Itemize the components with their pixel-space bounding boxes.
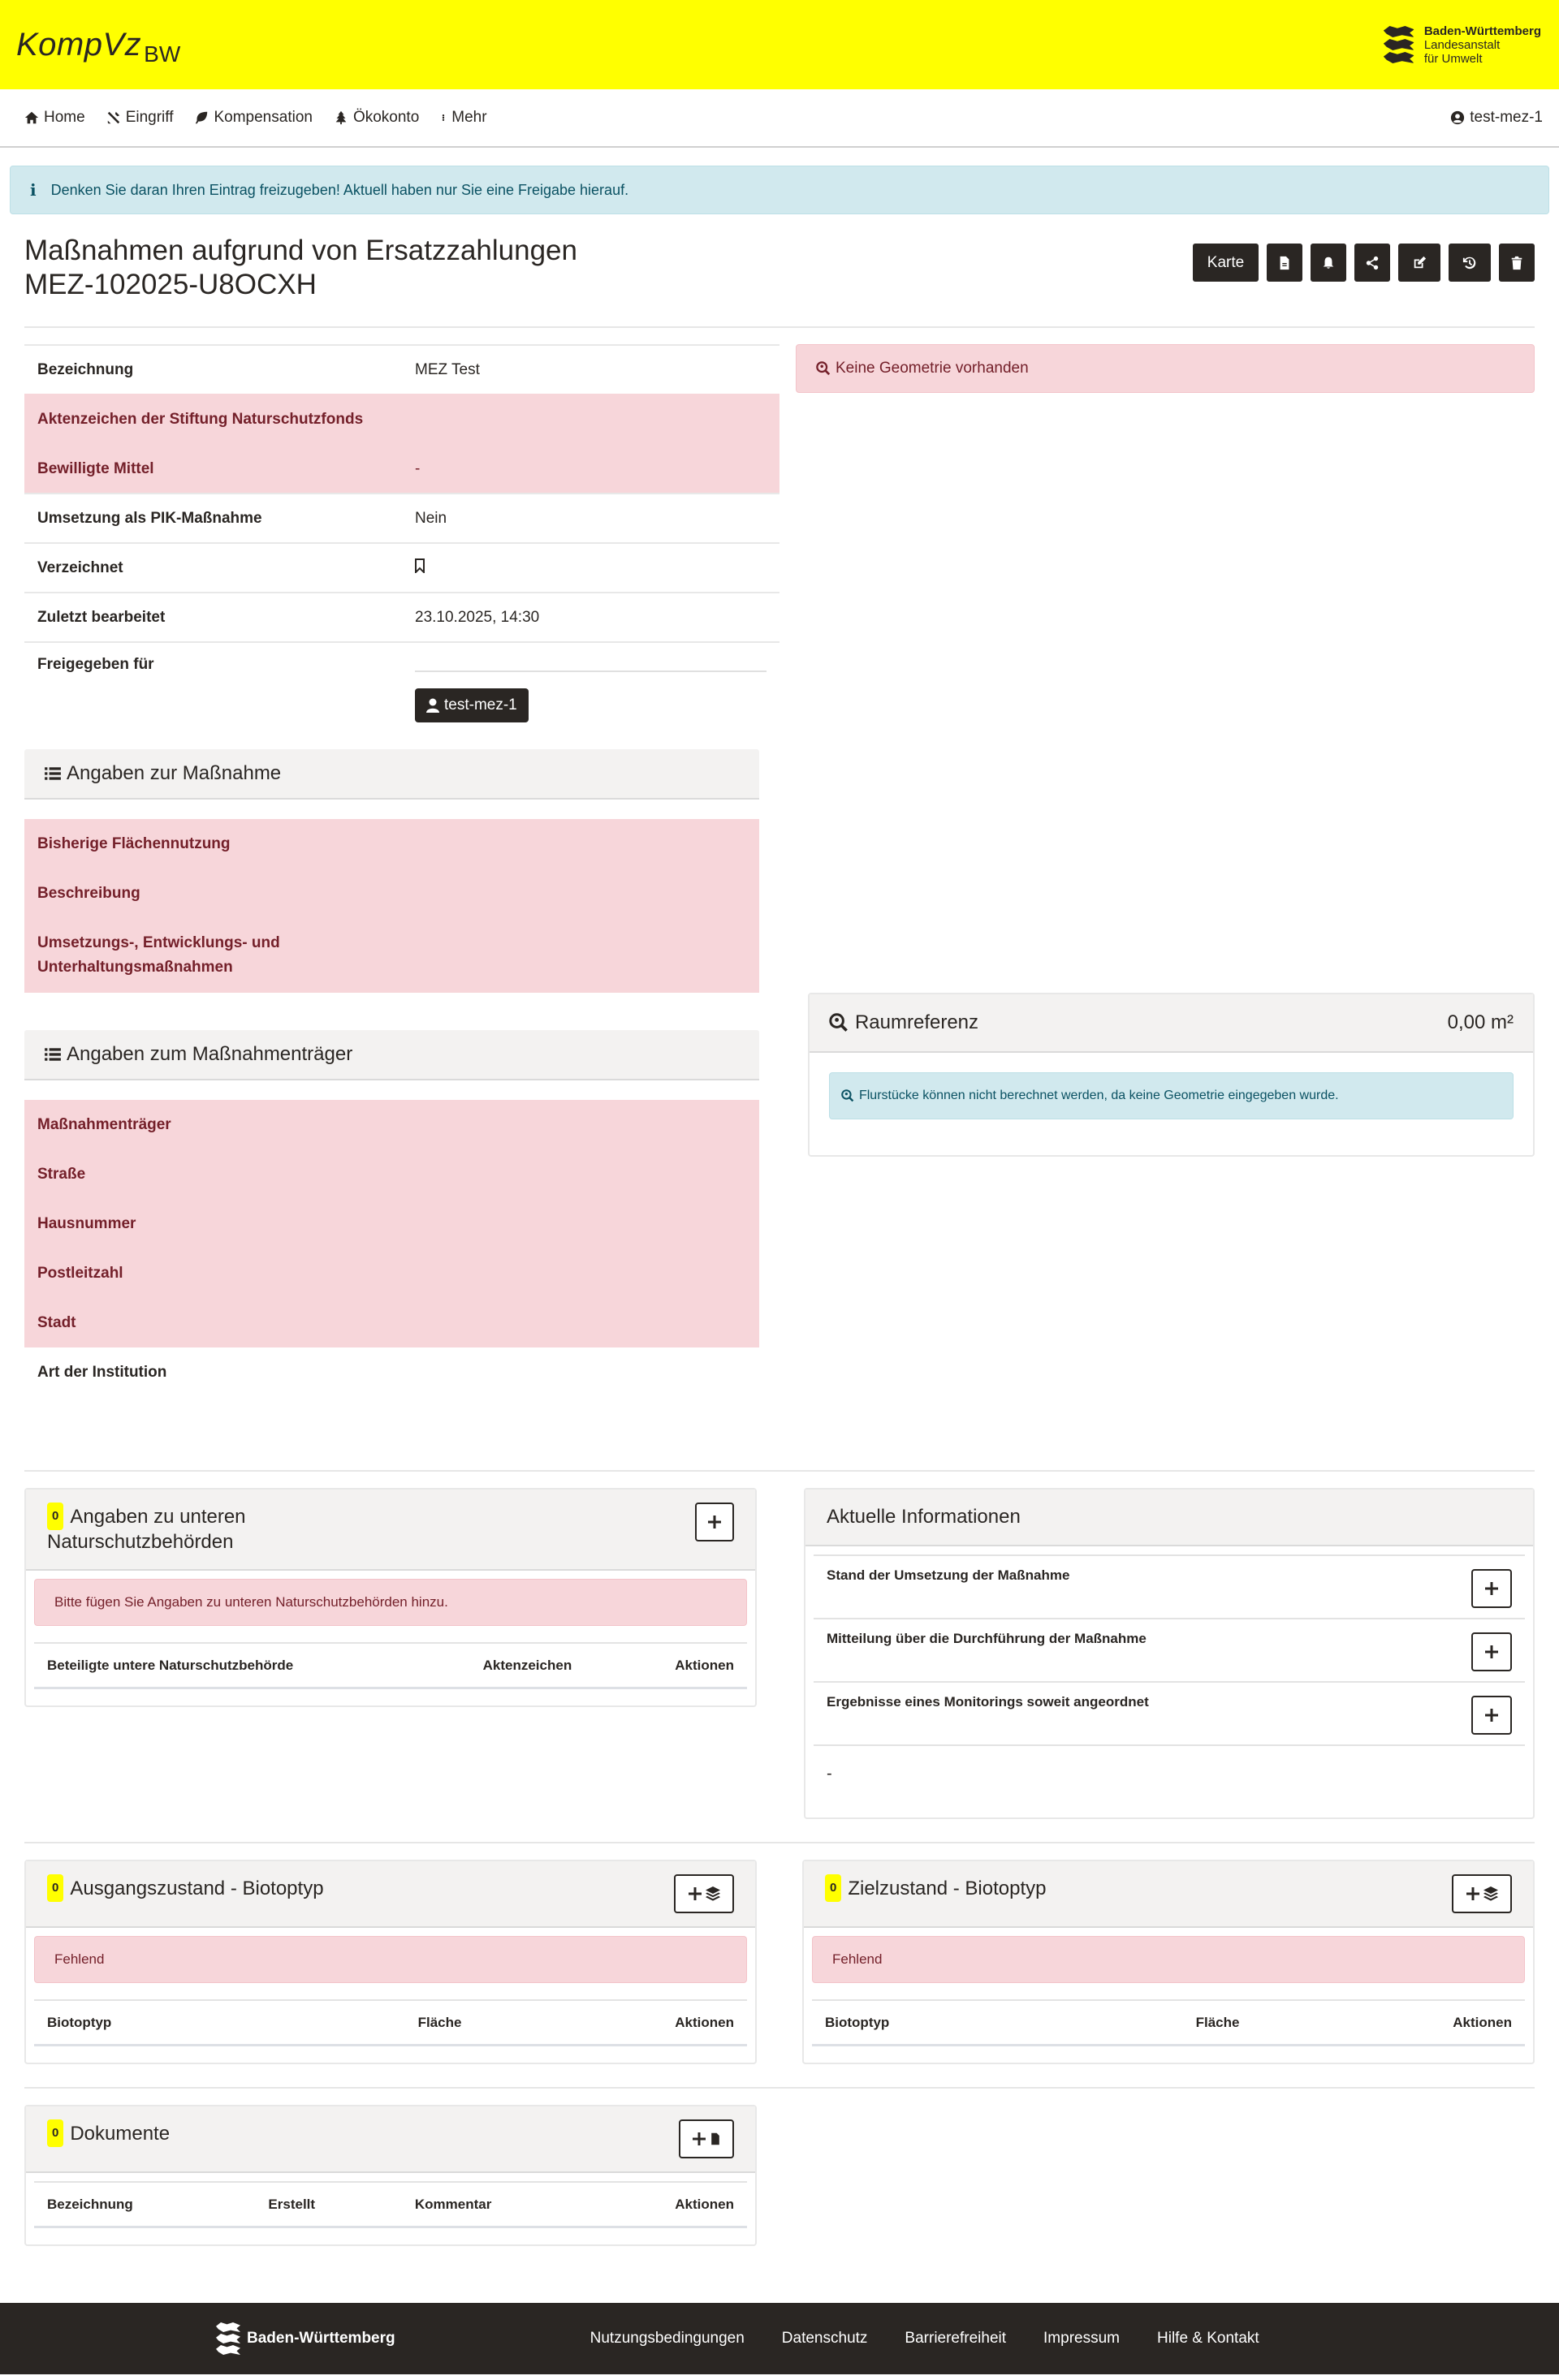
ziel-missing-alert: Fehlend [812, 1936, 1525, 1983]
ziel-title-text: Zielzustand - Biotoptyp [848, 1878, 1047, 1899]
zielzustand-card [802, 1860, 1535, 2064]
detail-row-pik [24, 494, 780, 543]
unb-title [47, 1503, 246, 1554]
detail-value: Nein [402, 494, 780, 543]
detail-value: - [402, 444, 780, 494]
field-massnahmentraeger: Maßnahmenträger [37, 1115, 171, 1133]
notify-button[interactable] [1311, 244, 1346, 282]
plus-icon [1483, 1644, 1500, 1660]
bookmark-icon [415, 558, 425, 573]
main-nav [0, 89, 1559, 148]
unb-title-line2: Naturschutzbehörden [47, 1531, 234, 1553]
map-button[interactable]: Karte [1193, 244, 1259, 282]
ausgang-title-text: Ausgangszustand - Biotoptyp [70, 1878, 324, 1899]
org-line3: für Umwelt [1423, 51, 1483, 66]
col-aktionen: Aktionen [675, 2196, 734, 2212]
field-bisherige-flaechennutzung: Bisherige Flächennutzung [37, 834, 231, 852]
list-icon [44, 1046, 62, 1063]
col-flaeche: Fläche [417, 2014, 462, 2030]
app-logo[interactable] [16, 26, 181, 67]
dokumente-count-badge: 0 [47, 2119, 63, 2147]
layer-group-icon [705, 1886, 721, 1902]
action-toolbar [1193, 244, 1535, 302]
info-empty-value: - [827, 1764, 832, 1783]
col-kommentar: Kommentar [414, 2196, 492, 2212]
release-reminder-alert [10, 166, 1549, 214]
aktuell-title: Aktuelle Informationen [827, 1506, 1021, 1528]
detail-row-bezeichnung [24, 345, 780, 395]
detail-label: Verzeichnet [24, 543, 402, 593]
plus-icon [1483, 1580, 1500, 1597]
edit-icon [1412, 256, 1427, 270]
top-banner [0, 0, 1559, 89]
add-document-button[interactable] [679, 2119, 734, 2158]
dokumente-card [24, 2105, 757, 2246]
nav-eingriff[interactable] [106, 109, 174, 127]
report-button[interactable] [1267, 244, 1302, 282]
file-icon [709, 2131, 722, 2147]
dokumente-title [47, 2119, 170, 2147]
nav-home[interactable] [24, 109, 85, 127]
search-location-icon [829, 1013, 849, 1033]
tools-icon [106, 110, 121, 125]
info-icon: i [30, 180, 37, 200]
col-flaeche: Fläche [1195, 2014, 1240, 2030]
search-location-icon [816, 361, 831, 376]
ausgang-title [47, 1874, 324, 1902]
section-traeger-header [24, 1030, 759, 1080]
section-traeger-title: Angaben zum Maßnahmenträger [67, 1043, 353, 1065]
add-ausgang-biotop-button[interactable] [674, 1874, 734, 1913]
user-name: test-mez-1 [1470, 109, 1543, 126]
layer-group-icon [1483, 1886, 1499, 1902]
raumreferenz-area: 0,00 m² [1447, 1011, 1514, 1033]
detail-label: Zuletzt bearbeitet [24, 593, 402, 642]
aktuelle-informationen-card [804, 1488, 1535, 1819]
footer-brand-text: Baden-Württemberg [247, 2330, 395, 2347]
massnahme-missing-fields [24, 819, 759, 993]
brand-main: KompVz [16, 26, 142, 63]
user-icon [426, 698, 439, 713]
plus-icon [687, 1886, 703, 1902]
dokumente-table-header [34, 2181, 747, 2228]
unb-missing-alert: Bitte fügen Sie Angaben zu unteren Naturschutzbehörden hinzu. [34, 1579, 747, 1626]
share-divider [415, 670, 767, 672]
detail-row-zuletzt-bearbeitet [24, 593, 780, 642]
trash-icon [1509, 256, 1524, 270]
info-row-mitteilung [814, 1618, 1525, 1681]
detail-label: Freigegeben für [24, 642, 402, 731]
edit-button[interactable] [1398, 244, 1440, 282]
add-unb-button[interactable] [695, 1503, 734, 1541]
info-label: Mitteilung über die Durchführung der Maßnahme [827, 1631, 1147, 1646]
col-erstellt: Erstellt [268, 2196, 316, 2212]
detail-label: Bewilligte Mittel [24, 444, 402, 494]
field-strasse: Straße [37, 1165, 86, 1183]
col-biotoptyp: Biotoptyp [825, 2014, 890, 2030]
col-bezeichnung: Bezeichnung [47, 2196, 133, 2212]
detail-label: Umsetzung als PIK-Maßnahme [24, 494, 402, 543]
detail-value: MEZ Test [402, 345, 780, 395]
col-behoerde: Beteiligte untere Naturschutzbehörde [47, 1657, 294, 1673]
no-geometry-text: Keine Geometrie vorhanden [836, 360, 1029, 377]
unb-count-badge: 0 [47, 1503, 63, 1530]
add-ziel-biotop-button[interactable] [1452, 1874, 1512, 1913]
footer-link-barrierefreiheit[interactable]: Barrierefreiheit [905, 2330, 1007, 2347]
info-row-empty [814, 1744, 1525, 1801]
section-massnahme-header [24, 749, 759, 800]
field-hausnummer: Hausnummer [37, 1214, 136, 1232]
ellipsis-vertical-icon [440, 110, 447, 125]
col-biotoptyp: Biotoptyp [47, 2014, 112, 2030]
plus-icon [1483, 1707, 1500, 1723]
flurstuecke-info-alert [829, 1072, 1514, 1119]
info-row-monitoring [814, 1681, 1525, 1744]
file-icon [1277, 256, 1292, 270]
brand-suffix: BW [144, 41, 181, 67]
nav-oekokonto-label: Ökokonto [352, 109, 420, 126]
plus-icon [706, 1514, 723, 1530]
section-massnahme-title: Angaben zur Maßnahme [67, 762, 282, 784]
col-aktenzeichen: Aktenzeichen [482, 1657, 572, 1673]
delete-button[interactable] [1499, 244, 1535, 282]
nav-mehr[interactable] [440, 109, 486, 127]
ausgang-table-header [34, 1999, 747, 2046]
ziel-title [825, 1874, 1046, 1902]
unb-title-line1: Angaben zu unteren [70, 1506, 246, 1528]
plus-icon [1465, 1886, 1481, 1902]
dokumente-title-text: Dokumente [70, 2123, 171, 2145]
detail-value [402, 395, 780, 444]
plus-icon [691, 2131, 707, 2147]
bell-icon [1321, 256, 1336, 270]
col-aktionen: Aktionen [675, 1657, 734, 1673]
add-stand-button[interactable] [1471, 1569, 1512, 1608]
field-stadt: Stadt [37, 1313, 76, 1331]
col-aktionen: Aktionen [1453, 2014, 1512, 2030]
unb-table-header [34, 1642, 747, 1689]
add-monitoring-button[interactable] [1471, 1696, 1512, 1735]
title-identifier: MEZ-102025-U8OCXH [24, 269, 317, 300]
detail-value: 23.10.2025, 14:30 [402, 593, 780, 642]
shared-user-badge[interactable] [415, 688, 529, 722]
page-title [24, 234, 577, 302]
shared-user-name: test-mez-1 [444, 696, 517, 714]
field-beschreibung: Beschreibung [37, 884, 140, 902]
tree-icon [334, 110, 348, 125]
ausgang-count-badge: 0 [47, 1874, 63, 1902]
nav-kompensation-label: Kompensation [214, 109, 313, 126]
detail-row-verzeichnet [24, 543, 780, 593]
history-icon [1462, 256, 1477, 270]
page-footer [0, 2303, 1559, 2374]
ziel-table-header [812, 1999, 1525, 2046]
history-button[interactable] [1449, 244, 1491, 282]
col-aktionen: Aktionen [675, 2014, 734, 2030]
add-mitteilung-button[interactable] [1471, 1632, 1512, 1671]
share-button[interactable] [1354, 244, 1390, 282]
detail-label: Aktenzeichen der Stiftung Naturschutzfonds [24, 395, 402, 444]
coat-of-arms-icon [1384, 26, 1414, 63]
alert-text: Denken Sie daran Ihren Eintrag freizugeben! Aktuell haben nur Sie eine Freigabe hierauf. [50, 181, 629, 198]
nav-mehr-label: Mehr [451, 109, 487, 126]
org-line2: Landesanstalt [1423, 37, 1501, 52]
flurstuecke-info-text: Flurstücke können nicht berechnet werden, da keine Geometrie eingegeben wurde. [858, 1089, 1339, 1102]
leaf-icon [194, 110, 209, 125]
detail-row-aktenzeichen [24, 395, 780, 444]
field-umsetzungsmassnahmen: Umsetzungs-, Entwicklungs- und Unterhaltungsmaßnahmen [37, 934, 280, 976]
user-circle-icon [1450, 110, 1465, 125]
footer-brand [216, 2322, 395, 2355]
nav-kompensation[interactable] [194, 109, 312, 127]
footer-link-hilfe-kontakt[interactable]: Hilfe & Kontakt [1157, 2330, 1259, 2347]
footer-link-nutzungsbedingungen[interactable]: Nutzungsbedingungen [589, 2330, 745, 2347]
raumreferenz-title: Raumreferenz [854, 1011, 979, 1033]
lubw-logo [1384, 24, 1541, 66]
org-name: Baden-Württemberg [1423, 24, 1541, 38]
detail-row-bewilligte-mittel [24, 444, 780, 494]
ziel-count-badge: 0 [825, 1874, 841, 1902]
ausgang-missing-alert: Fehlend [34, 1936, 747, 1983]
footer-link-datenschutz[interactable]: Datenschutz [781, 2330, 868, 2347]
user-menu[interactable] [1450, 109, 1543, 127]
list-icon [44, 765, 62, 783]
coat-of-arms-icon [216, 2322, 240, 2355]
nav-oekokonto[interactable] [334, 109, 419, 127]
home-icon [24, 110, 39, 125]
ausgangszustand-card [24, 1860, 757, 2064]
nav-eingriff-label: Eingriff [125, 109, 174, 126]
nav-home-label: Home [44, 109, 85, 126]
share-icon [1365, 256, 1380, 270]
raumreferenz-card [808, 993, 1535, 1157]
unb-card [24, 1488, 757, 1707]
detail-row-freigegeben [24, 642, 780, 731]
no-geometry-alert [796, 344, 1535, 393]
footer-link-impressum[interactable]: Impressum [1043, 2330, 1120, 2347]
info-label: Stand der Umsetzung der Maßnahme [827, 1567, 1070, 1583]
info-label: Ergebnisse eines Monitorings soweit angeordnet [827, 1694, 1149, 1710]
title-line1: Maßnahmen aufgrund von Ersatzzahlungen [24, 235, 577, 266]
field-art-der-institution: Art der Institution [37, 1363, 167, 1381]
info-row-stand [814, 1554, 1525, 1618]
details-table [24, 344, 780, 731]
detail-label: Bezeichnung [24, 345, 402, 395]
search-location-icon [841, 1089, 854, 1102]
traeger-missing-fields [24, 1100, 759, 1347]
field-postleitzahl: Postleitzahl [37, 1264, 123, 1282]
